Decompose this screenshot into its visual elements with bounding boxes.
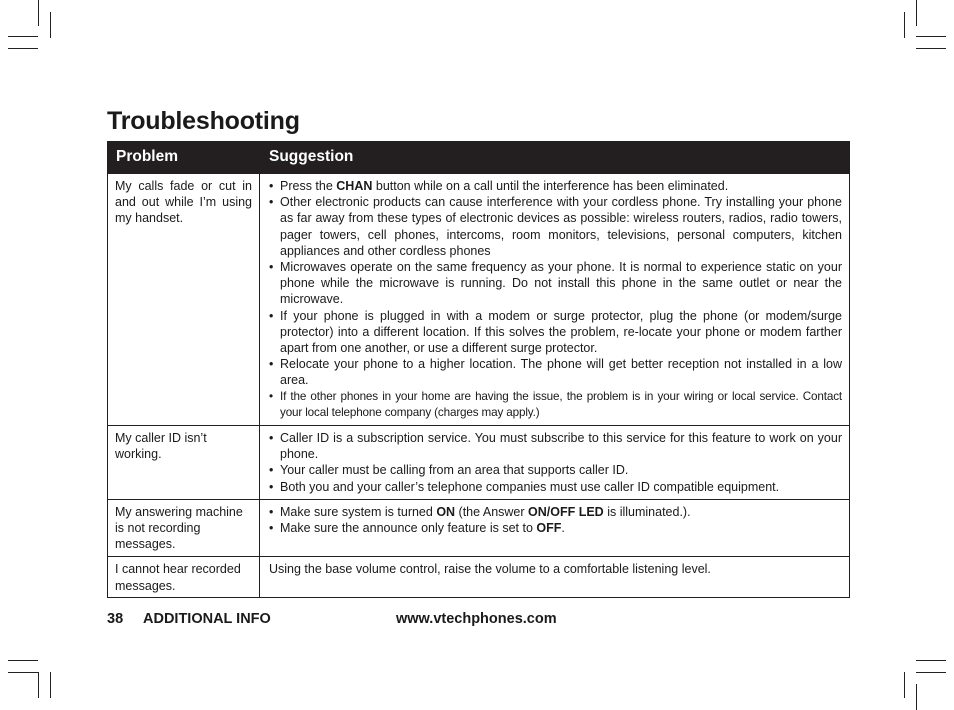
- crop-mark: [904, 672, 905, 698]
- crop-mark: [38, 0, 39, 26]
- suggestion-list: [267, 178, 842, 421]
- suggestion-item: • If your phone is plugged in with a modem or surge protector, plug the phone (or modem/surge protector) into a different location. If this solves the problem, re-locate your phone or modem farther apart from one another, or use a different surge protector.: [269, 308, 842, 357]
- crop-mark: [916, 684, 917, 710]
- suggestion-item: • Make sure the announce only feature is set to OFF.: [269, 520, 842, 536]
- page-number: 38: [107, 611, 124, 627]
- suggestion-item: • Press the CHAN button while on a call until the interference has been eliminated.: [269, 178, 842, 194]
- suggestion-item: • Relocate your phone to a higher location. The phone will get better reception not installed in a low area.: [269, 356, 842, 388]
- crop-mark: [8, 672, 38, 673]
- suggestion-list: [267, 504, 842, 536]
- on-off-led-label: ON/OFF LED: [528, 504, 604, 519]
- crop-mark: [8, 660, 38, 661]
- crop-mark: [916, 48, 946, 49]
- problem-column-header: Problem: [108, 142, 260, 174]
- chan-button-label: CHAN: [336, 179, 373, 193]
- suggestion-item: • Make sure system is turned ON (the Answer ON/OFF LED is illuminated.).: [269, 504, 842, 520]
- suggestion-cell: [260, 174, 850, 426]
- table-row: [108, 499, 850, 557]
- suggestion-list: [267, 430, 842, 495]
- off-label: OFF: [536, 521, 562, 536]
- problem-cell: I cannot hear recorded messages.: [108, 557, 260, 597]
- section-name: ADDITIONAL INFO: [143, 611, 271, 627]
- problem-cell: My calls fade or cut in and out while I’m using my handset.: [108, 174, 260, 426]
- table-row: [108, 174, 850, 426]
- suggestion-item: • Your caller must be calling from an area that supports caller ID.: [269, 462, 842, 478]
- suggestion-cell: [260, 499, 850, 557]
- website-url: www.vtechphones.com: [396, 611, 557, 627]
- suggestion-column-header: Suggestion: [260, 142, 850, 174]
- crop-mark: [916, 0, 917, 26]
- crop-mark: [38, 672, 39, 698]
- troubleshooting-table: [107, 141, 850, 598]
- crop-mark: [8, 36, 38, 37]
- suggestion-item: • If the other phones in your home are having the issue, the problem is in your wiring or local service. Contact your local telephone company (charges may apply.): [269, 389, 842, 421]
- on-label: ON: [436, 504, 456, 519]
- problem-cell: My caller ID isn’t working.: [108, 426, 260, 500]
- suggestion-item: • Other electronic products can cause interference with your cordless phone. Try installing your phone as far away from these types of electronic devices as possible: wireless routers, radios, radio towers, pager towers, cell phones, intercoms, room monitors, televisions, personal computers, kitchen appliances and other cordless phones: [269, 194, 842, 259]
- crop-mark: [8, 48, 38, 49]
- problem-cell: My answering machine is not recording messages.: [108, 499, 260, 557]
- table-row: [108, 557, 850, 597]
- crop-mark: [916, 36, 946, 37]
- suggestion-item: • Both you and your caller’s telephone companies must use caller ID compatible equipment.: [269, 479, 842, 495]
- table-header-row: [108, 142, 850, 174]
- suggestion-item: • Caller ID is a subscription service. You must subscribe to this service for this feature to work on your phone.: [269, 430, 842, 462]
- crop-mark: [916, 660, 946, 661]
- suggestion-cell: Using the base volume control, raise the volume to a comfortable listening level.: [260, 557, 850, 597]
- crop-mark: [904, 12, 905, 38]
- crop-mark: [50, 672, 51, 698]
- table-row: [108, 426, 850, 500]
- page-title: Troubleshooting: [107, 107, 300, 135]
- suggestion-item: • Microwaves operate on the same frequency as your phone. It is normal to experience static on your phone while the microwave is running. Do not install this phone in the same outlet or near the microwave.: [269, 259, 842, 308]
- crop-mark: [50, 12, 51, 38]
- crop-mark: [916, 672, 946, 673]
- suggestion-cell: [260, 426, 850, 500]
